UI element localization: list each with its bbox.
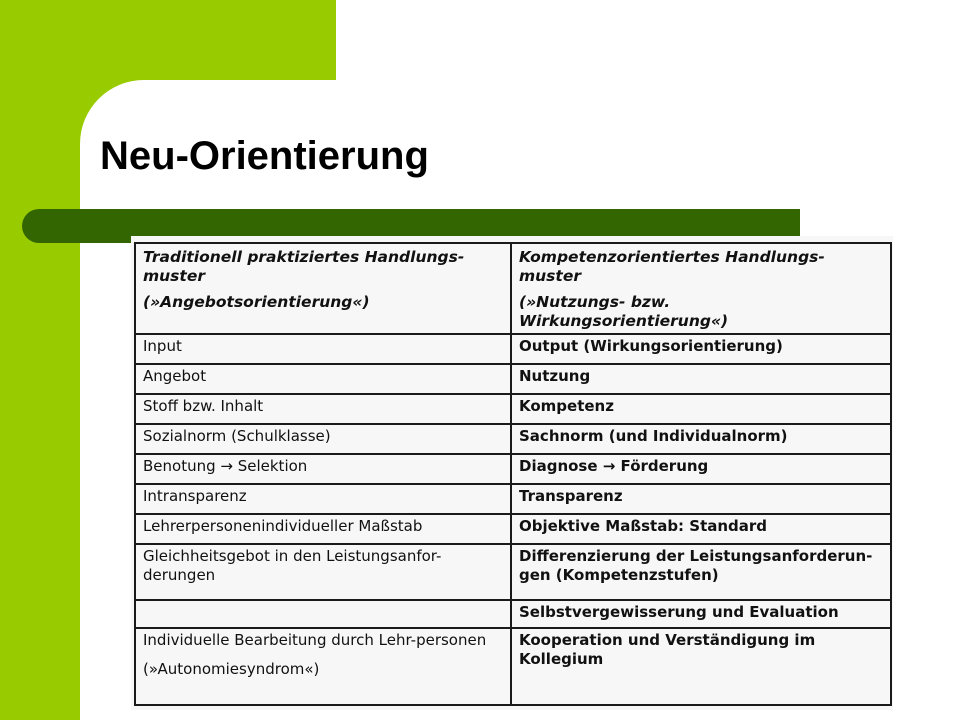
table-row [135,424,891,454]
table-cell-right: Objektive Maßstab: Standard [511,514,891,544]
table-cell-right: Kompetenz [511,394,891,424]
table-cell-right: Kooperation und Verständigung im Kollegium [511,628,891,705]
table-cell-left: Stoff bzw. Inhalt [135,394,511,424]
header-traditional [135,243,511,334]
table-row [135,484,891,514]
table-cell-right: Sachnorm (und Individualnorm) [511,424,891,454]
header-traditional-title: Traditionell praktiziertes Handlungs-muster [143,248,465,285]
table-cell-left-empty [135,600,511,628]
table-cell-left: Intransparenz [135,484,511,514]
table-cell-left [135,628,511,705]
table-row [135,394,891,424]
header-competence-subtitle: (»Nutzungs- bzw. Wirkungsorientierung«) [519,293,729,330]
table-cell-left: Benotung → Selektion [135,454,511,484]
comparison-table-image [131,236,893,710]
table-header-row [135,243,891,334]
table-cell-right: Transparenz [511,484,891,514]
table-cell-left: Angebot [135,364,511,394]
table-row [135,334,891,364]
table-cell-right: Differenzierung der Leistungsanforderun-gen (Kompetenzstufen) [511,544,891,600]
table-cell-right: Selbstvergewisserung und Evaluation [511,600,891,628]
header-traditional-subtitle: (»Angebotsorientierung«) [143,293,370,311]
table-row [135,628,891,705]
table-cell-right: Output (Wirkungsorientierung) [511,334,891,364]
table-cell-left-text: Individuelle Bearbeitung durch Lehr-personen [143,631,487,649]
table-cell-right: Nutzung [511,364,891,394]
slide-title: Neu-Orientierung [100,134,429,178]
table-cell-left: Lehrerpersonenindividueller Maßstab [135,514,511,544]
table-cell-left: Sozialnorm (Schulklasse) [135,424,511,454]
table-row [135,514,891,544]
table-cell-right: Diagnose → Förderung [511,454,891,484]
table-row [135,454,891,484]
table-cell-left: Gleichheitsgebot in den Leistungsanfor-derungen [135,544,511,600]
table-cell-left: Input [135,334,511,364]
table-row [135,600,891,628]
table-row [135,544,891,600]
table-row [135,364,891,394]
table-cell-left-note: (»Autonomiesyndrom«) [143,660,320,678]
header-competence-title: Kompetenzorientiertes Handlungs-muster [519,248,825,285]
header-competence [511,243,891,334]
comparison-table [134,242,892,706]
